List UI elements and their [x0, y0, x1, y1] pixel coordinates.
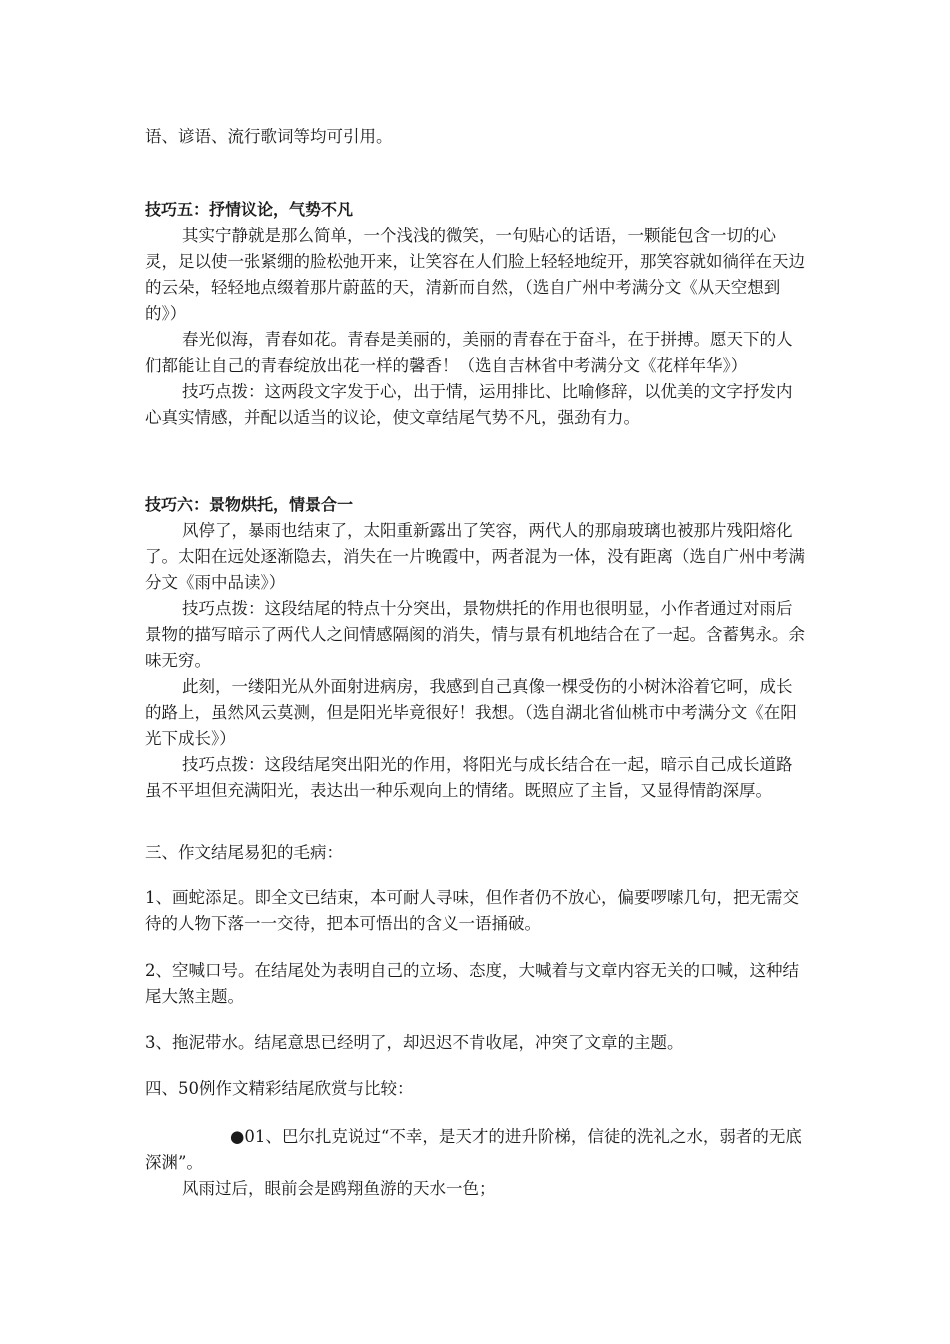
paragraph: 语、谚语、流行歌词等均可引用。 [145, 127, 393, 146]
section-tip-5 [145, 197, 807, 431]
paragraph: 3、拖泥带水。结尾意思已经明了，却迟迟不肯收尾，冲突了文章的主题。 [145, 1033, 684, 1052]
paragraph: 其实宁静就是那么简单，一个浅浅的微笑，一句贴心的话语，一颗能包含一切的心灵，足以使一张紧绷的脸松弛开来，让笑容在人们脸上轻轻地绽开，那笑容就如徜徉在天边的云朵，轻轻地点缀着那片蔚蓝的天，清新而自然，（选自广州中考满分文《从天空想到的》） [145, 226, 805, 323]
section-heading: 技巧六：景物烘托，情景合一 [145, 495, 354, 514]
section-3-heading [145, 840, 807, 866]
paragraph: 风雨过后，眼前会是鸥翔鱼游的天水一色； [182, 1179, 496, 1198]
section-4-heading [145, 1076, 807, 1102]
list-item [145, 1030, 807, 1056]
paragraph: 春光似海，青春如花。青春是美丽的，美丽的青春在于奋斗，在于拼搏。愿天下的人们都能让自己的青春绽放出花一样的馨香！（选自吉林省中考满分文《花样年华》） [145, 330, 793, 375]
paragraph: 技巧点拨：这段结尾的特点十分突出，景物烘托的作用也很明显，小作者通过对雨后景物的描写暗示了两代人之间情感隔阂的消失，情与景有机地结合在了一起。含蓄隽永。余味无穷。 [145, 599, 805, 670]
section-heading: 技巧五：抒情议论，气势不凡 [145, 200, 354, 219]
paragraph: 1、画蛇添足。即全文已结束，本可耐人寻味，但作者仍不放心，偏要啰嗦几句，把无需交待的人物下落一一交待，把本可悟出的含义一语捅破。 [145, 888, 799, 933]
section-heading: 三、作文结尾易犯的毛病： [145, 843, 343, 862]
list-item [145, 958, 807, 1010]
paragraph: 技巧点拨：这两段文字发于心，出于情，运用排比、比喻修辞，以优美的文字抒发内心真实情感，并配以适当的议论，使文章结尾气势不凡，强劲有力。 [145, 382, 793, 427]
section-heading: 四、50例作文精彩结尾欣赏与比较： [145, 1079, 414, 1098]
example-01 [145, 1124, 807, 1202]
paragraph: 技巧点拨：这段结尾突出阳光的作用，将阳光与成长结合在一起，暗示自己成长道路虽不平坦但充满阳光，表达出一种乐观向上的情绪。既照应了主旨，又显得情韵深厚。 [145, 755, 793, 800]
intro-tail [145, 124, 807, 150]
paragraph: 2、空喊口号。在结尾处为表明自己的立场、态度，大喊着与文章内容无关的口喊，这种结尾大煞主题。 [145, 961, 799, 1006]
paragraph: ●01、巴尔扎克说过“不幸，是天才的进升阶梯，信徒的洗礼之水，弱者的无底深渊”。 [145, 1127, 802, 1172]
section-tip-6 [145, 492, 807, 804]
list-item [145, 885, 807, 937]
paragraph: 风停了，暴雨也结束了，太阳重新露出了笑容，两代人的那扇玻璃也被那片残阳熔化了。太阳在远处逐渐隐去，消失在一片晚霞中，两者混为一体，没有距离（选自广州中考满分文《雨中品读》） [145, 521, 805, 592]
paragraph: 此刻，一缕阳光从外面射进病房，我感到自己真像一棵受伤的小树沐浴着它呵，成长的路上，虽然风云莫测，但是阳光毕竟很好！我想。（选自湖北省仙桃市中考满分文《在阳光下成长》） [145, 677, 797, 748]
